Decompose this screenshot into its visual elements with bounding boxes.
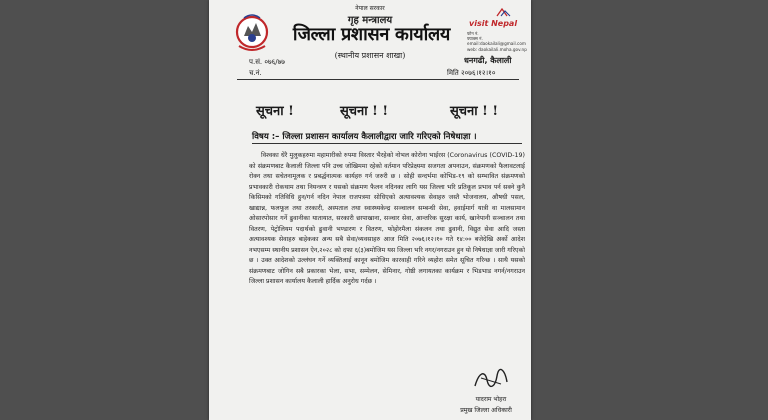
branch-name: (स्थानीय प्रशासन शाखा) [334, 51, 406, 60]
signatory-title: प्रमुख जिल्ला अधिकारी [460, 407, 512, 414]
notice-heading-3: सूचना ! ! [450, 104, 499, 119]
dispatch-number: च.नं. [249, 69, 262, 77]
contact-fax: फ्याक्स नं. [467, 36, 483, 42]
logo-text: visit Nepal [469, 19, 518, 28]
office-name: जिल्ला प्रशासन कार्यालय [292, 24, 451, 45]
contact-info [467, 31, 529, 52]
notice-heading-2: सूचना ! ! [340, 104, 389, 119]
ministry-name: गृह मन्त्रालय [347, 15, 393, 26]
contact-phone: फोन नं. [467, 31, 479, 36]
letter-date: मिति २०७६।१२।१० [447, 69, 496, 77]
notice-body: विश्वका धेरै मुलुकहरुमा महामारीको रुपमा विस्तार भैरहेको नोभल कोरोना भाईरस (Coronavirus (COVID-19) को संक्रमणबाट कैलाली जिल्ला पनि उच्च जोखिममा रहेको वर्तमान परिप्रेक्ष्यमा सजगता अपनाउन, संक्रमणको फैलावटलाई रोक्न तथा सचेतनामूलक र प्रबर्द्धनात्मक कार्यहरु गर्न जरुरी छ । सोही सन्दर्भमा कोभिड-१९ को सम्भावित संक्रमणको प्रभावकारी रोकथाम तथा नियन्त्रण र यसको संक्रमण फैलन नदिनका लागि यस जिल्ला भरि प्रतिकूल प्रभाव पर्न सक्ने कुनै किसिमको गतिविधि हुन/गर्न नदिन नेपाल राजपत्रमा सोधिएको अत्यावश्यक सेवाहरु जस्तै भोजनालय, औषधी पसल, खाद्यान्न, फलफूल तथा तरकारी, अस्पताल तथा स्वास्थ्यकेन्द्र सञ्चालन सम्बन्धी सेवा, हवाईमार्ग यात्री वा मालसामान ओसारपोसार गर्ने ढुवानीका यातायात, सरकारी छापाखाना, सञ्चार सेवा, आन्तरिक सुरक्षा कार्य, खानेपानी सञ्चालन तथा वितरण, पेट्रोलियम पदार्थको ढुवानी भण्डारण र वितरण, फोहोरमैला संकलन तथा ढुवानी, विद्युत सेवा आदि जस्ता अत्यावश्यक सेवाहरु बाहेकका अन्य सबै सेवा/व्यवसाहरु आज मिति २०७६।१२।१० गते १४:०० बजेदेखि अर्को आदेश नभएसम्म स्थानीय प्रशासन ऐन,२०२८ को दफा ६(३)बमोजिम यस जिल्ला भरि नगर/नगराउन हुन यो निषेधाज्ञा जारी गरिएको छ । उक्त आदेशको उल्लंघन गर्ने व्यक्तिलाई कानून बमोजिम कारवाही गरिने व्यहोरा समेत सूचित गरिन्छ । साथै यसको संक्रमणबाट जोगिन सबै प्रकारका भेला, सभा, सम्मेलन, सेमिनार, गोष्ठी लगायतका कार्यक्रम र भिडभाड नगर्न/नगराउन जिल्ला प्रशासन कार्यालय कैलाली हार्दिक अनुरोध गर्दछ । [249, 152, 525, 285]
letter-number: प.सं. ०७६/७७ [249, 58, 285, 66]
header-divider [237, 79, 519, 80]
signatory-name: यादराम भोहरा [475, 396, 507, 403]
signature-mark [471, 366, 511, 392]
visit-nepal-logo [467, 6, 523, 28]
office-location: धनगढी, कैलाली [464, 56, 512, 65]
subject-line: विषय :– जिल्ला प्रशासन कार्यालय कैलालीद्वारा जारि गरिएको निषेधाज्ञा । [252, 131, 522, 144]
notice-document [209, 0, 531, 420]
contact-email: email:daokailali@gmail.com [467, 41, 526, 47]
header-top-line: नेपाल सरकार [355, 5, 385, 12]
contact-web: web: daokailali.moha.gov.np [467, 46, 527, 52]
notice-heading-1: सूचना ! [256, 104, 294, 119]
